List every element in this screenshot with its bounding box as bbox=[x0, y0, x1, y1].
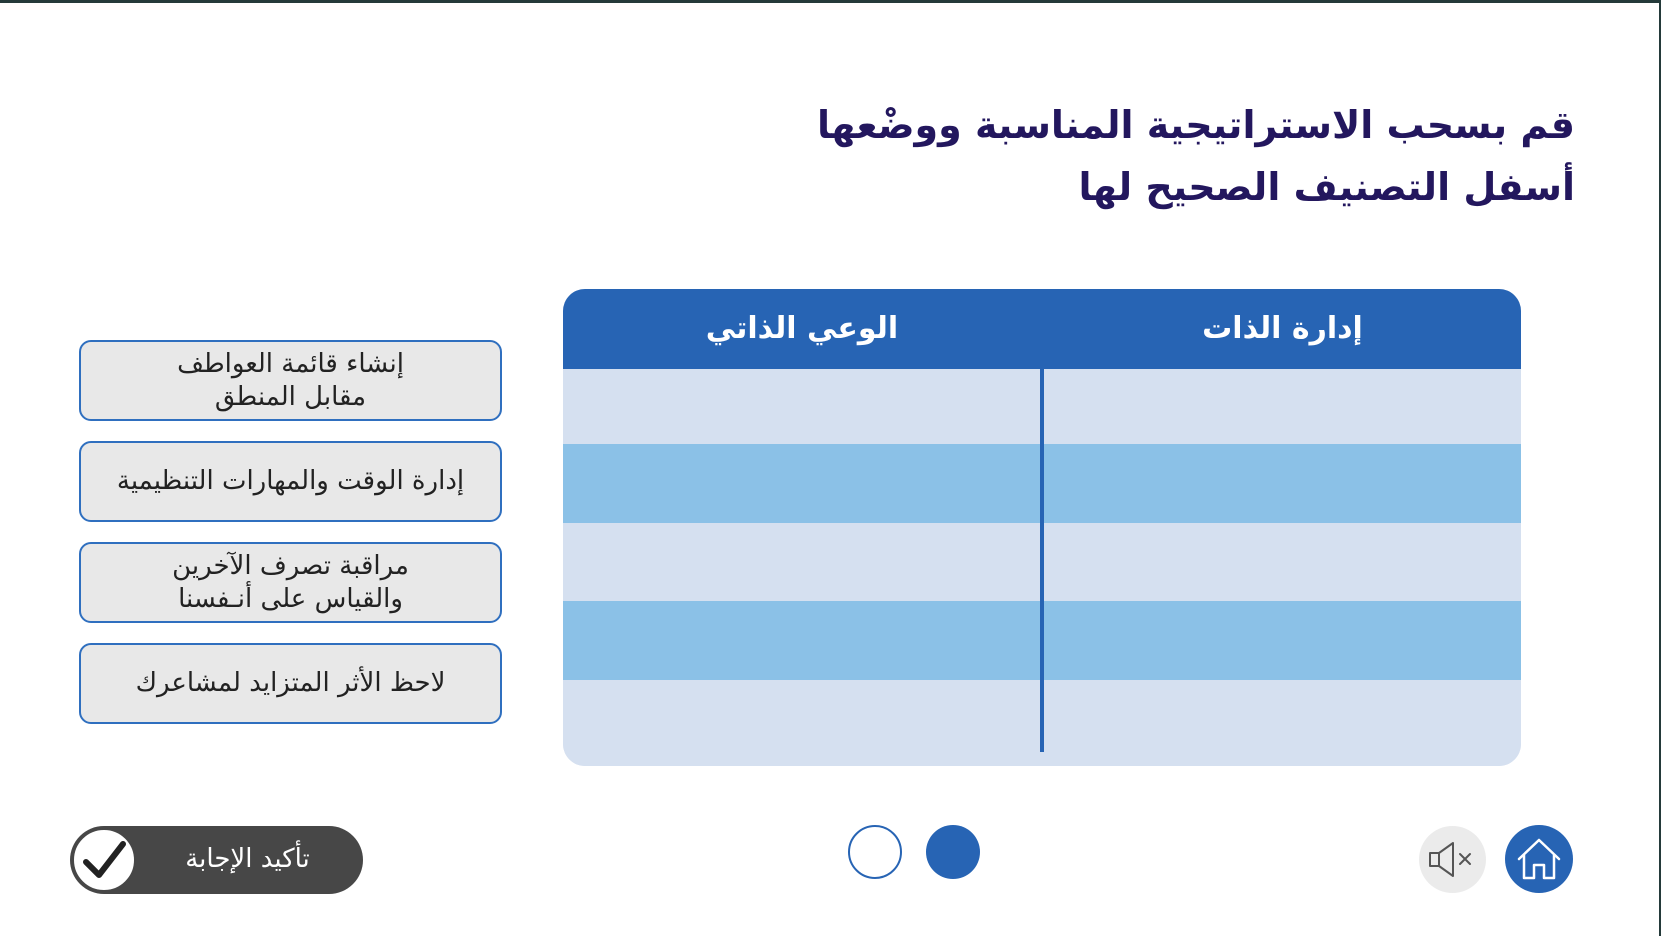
drop-zone-self-management[interactable] bbox=[1044, 523, 1521, 601]
drop-zone-self-management[interactable] bbox=[1044, 369, 1521, 444]
home-icon bbox=[1505, 825, 1573, 893]
card-text-line: إدارة الوقت والمهارات التنظيمية bbox=[116, 466, 465, 496]
card-text-line: إنشاء قائمة العواطف bbox=[177, 348, 404, 379]
page-dot-1[interactable] bbox=[848, 825, 902, 879]
card-text-line: مقابل المنطق bbox=[214, 381, 367, 412]
sound-toggle-button[interactable] bbox=[1419, 826, 1486, 893]
confirm-answer-button[interactable] bbox=[70, 826, 363, 894]
drop-zone-self-awareness[interactable] bbox=[563, 523, 1040, 601]
draggable-card-emotions-list[interactable] bbox=[79, 340, 502, 421]
top-border bbox=[0, 0, 1661, 3]
home-button[interactable] bbox=[1505, 825, 1573, 893]
header-self-awareness: الوعي الذاتي bbox=[705, 311, 899, 346]
instruction-title bbox=[675, 94, 1575, 218]
check-icon-container bbox=[72, 828, 136, 892]
instruction-line-2: أسفل التصنيف الصحيح لها bbox=[1078, 165, 1575, 209]
drop-zone-self-awareness[interactable] bbox=[563, 680, 1040, 766]
header-self-management: إدارة الذات bbox=[1202, 311, 1363, 346]
card-text-line: لاحظ الأثر المتزايد لمشاعرك bbox=[135, 668, 446, 698]
drop-zone-self-awareness[interactable] bbox=[563, 369, 1040, 444]
draggable-card-time-management[interactable] bbox=[79, 441, 502, 522]
page-dot-2-active[interactable] bbox=[926, 825, 980, 879]
check-icon bbox=[74, 830, 134, 890]
draggable-card-observe-others[interactable] bbox=[79, 542, 502, 623]
draggable-card-notice-feelings[interactable] bbox=[79, 643, 502, 724]
column-divider bbox=[1040, 369, 1044, 752]
drop-zone-self-management[interactable] bbox=[1044, 680, 1521, 766]
instruction-line-1: قم بسحب الاستراتيجية المناسبة ووضْعها bbox=[817, 103, 1575, 147]
drop-zone-self-awareness[interactable] bbox=[563, 601, 1040, 680]
drop-zone-self-management[interactable] bbox=[1044, 601, 1521, 680]
classification-table bbox=[563, 289, 1521, 766]
speaker-muted-icon bbox=[1419, 826, 1486, 893]
confirm-answer-label: تأكيد الإجابة bbox=[185, 844, 310, 874]
drop-zone-self-awareness[interactable] bbox=[563, 444, 1040, 523]
card-text-line: والقياس على أنـفسنا bbox=[178, 583, 403, 614]
card-text-line: مراقبة تصرف الآخرين bbox=[172, 550, 409, 581]
table-header bbox=[563, 289, 1521, 369]
drop-zone-self-management[interactable] bbox=[1044, 444, 1521, 523]
